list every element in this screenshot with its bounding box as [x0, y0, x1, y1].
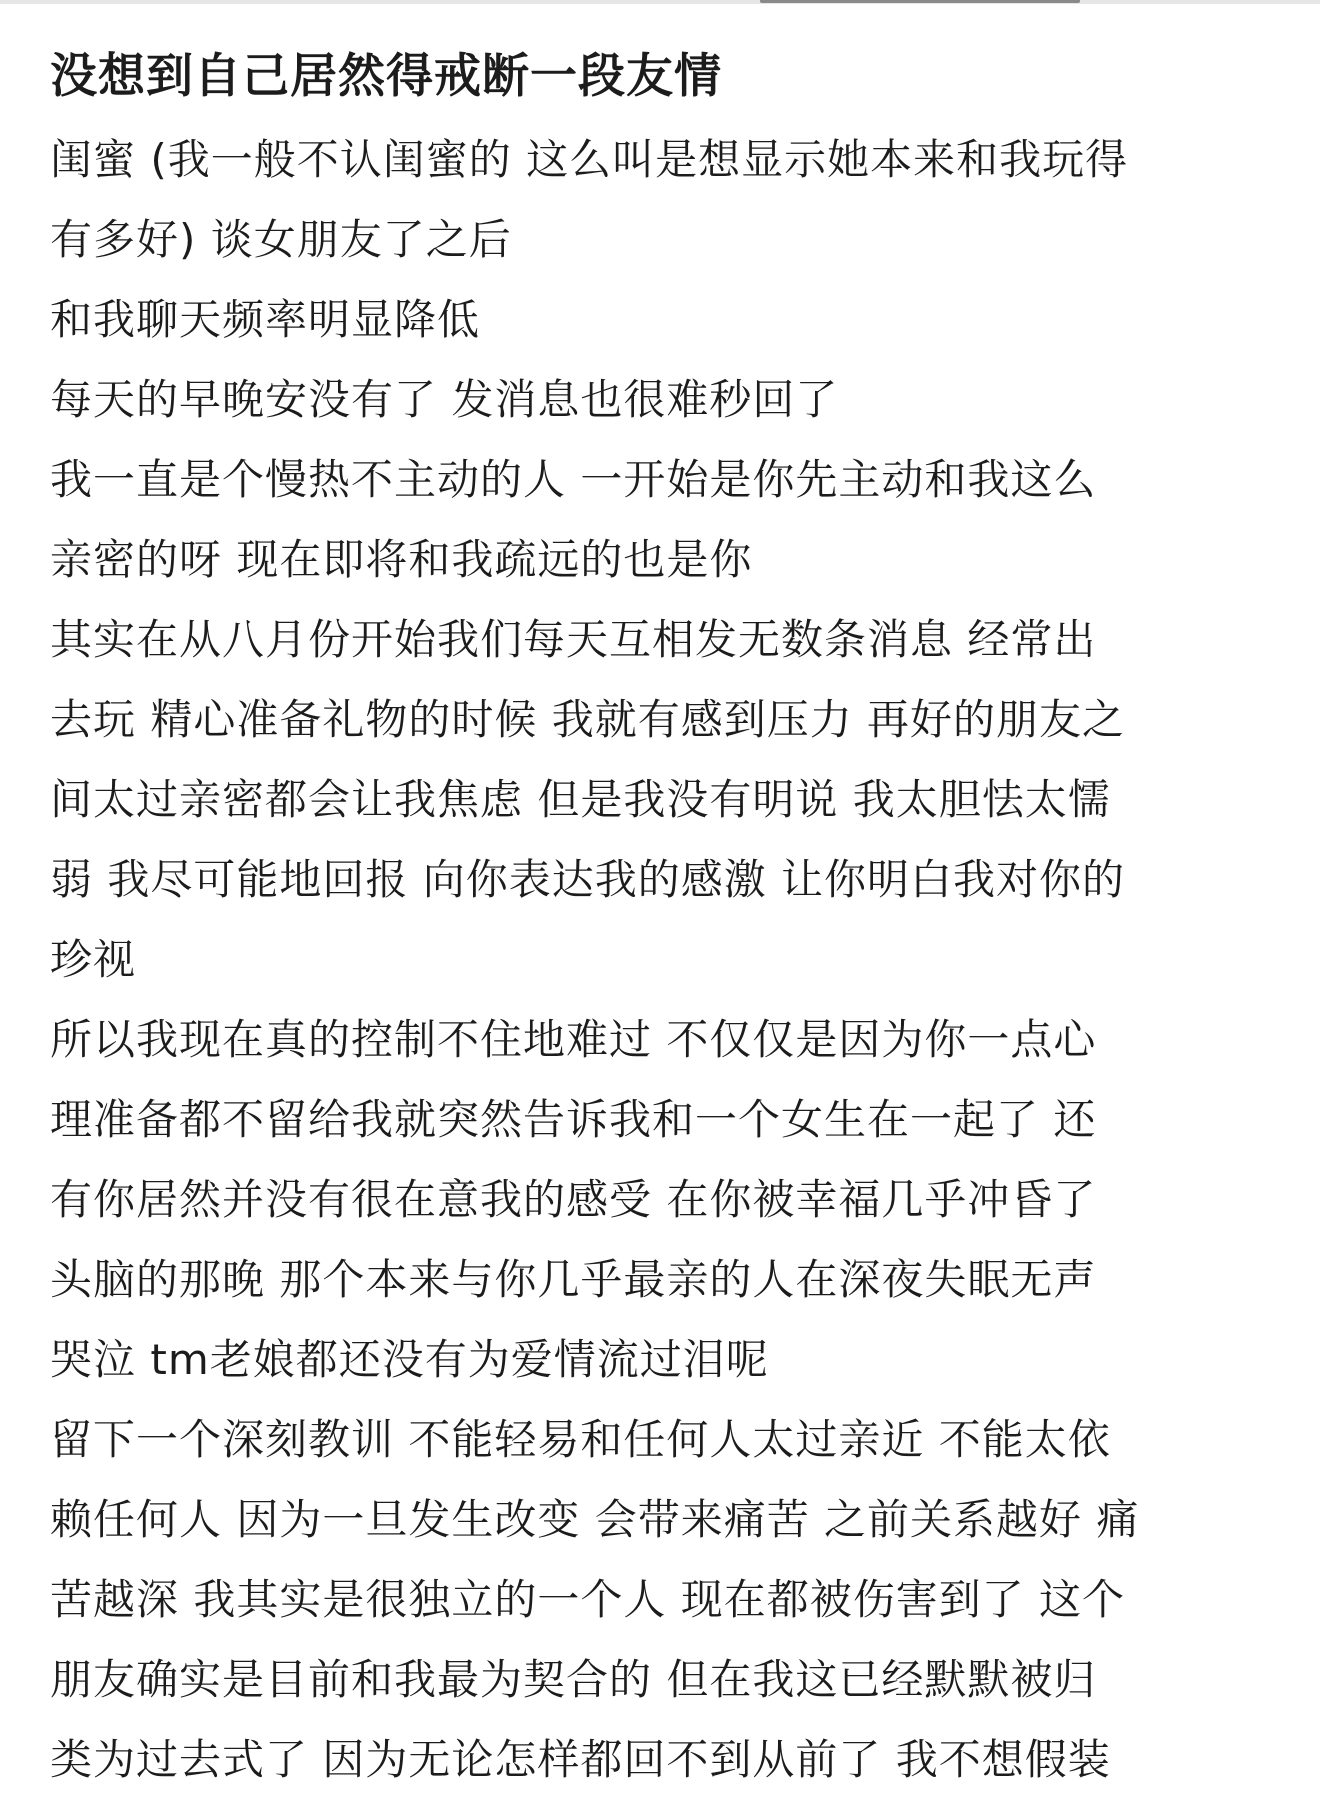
post-body-line: 苦越深 我其实是很独立的一个人 现在都被伤害到了 这个: [50, 1575, 1126, 1624]
post-body-line: 头脑的那晚 那个本来与你几乎最亲的人在深夜失眠无声: [50, 1255, 1097, 1304]
post-body: [50, 120, 1290, 1800]
post-body-line: 赖任何人 因为一旦发生改变 会带来痛苦 之前关系越好 痛: [50, 1495, 1140, 1544]
post-body-line: 哭泣 tm老娘都还没有为爱情流过泪呢: [50, 1335, 769, 1384]
post-body-line: 理准备都不留给我就突然告诉我和一个女生在一起了 还: [50, 1095, 1097, 1144]
top-edge-shadow: [760, 0, 1080, 3]
post-title: 没想到自己居然得戒断一段友情: [50, 49, 722, 104]
post-body-line: 去玩 精心准备礼物的时候 我就有感到压力 再好的朋友之: [50, 695, 1126, 744]
post-body-line: 闺蜜 (我一般不认闺蜜的 这么叫是想显示她本来和我玩得: [50, 135, 1129, 184]
post-body-line: 所以我现在真的控制不住地难过 不仅仅是因为你一点心: [50, 1015, 1097, 1064]
post-body-line: 有你居然并没有很在意我的感受 在你被幸福几乎冲昏了: [50, 1175, 1097, 1224]
top-edge-divider: [0, 0, 1320, 4]
post-content: [50, 42, 1290, 1800]
post-body-line: 朋友确实是目前和我最为契合的 但在我这已经默默被归: [50, 1655, 1097, 1704]
post-body-line: 有多好) 谈女朋友了之后: [50, 215, 512, 264]
post-body-line: 每天的早晚安没有了 发消息也很难秒回了: [50, 375, 839, 424]
post-body-line: 留下一个深刻教训 不能轻易和任何人太过亲近 不能太依: [50, 1415, 1111, 1464]
post-body-line: 亲密的呀 现在即将和我疏远的也是你: [50, 535, 753, 584]
post-body-line: 我一直是个慢热不主动的人 一开始是你先主动和我这么: [50, 455, 1097, 504]
post-body-line: 间太过亲密都会让我焦虑 但是我没有明说 我太胆怯太懦: [50, 775, 1111, 824]
post-body-line: 类为过去式了 因为无论怎样都回不到从前了 我不想假装: [50, 1735, 1111, 1784]
post-body-line: 珍视: [50, 935, 137, 984]
post-body-line: 其实在从八月份开始我们每天互相发无数条消息 经常出: [50, 615, 1097, 664]
post-body-line: 和我聊天频率明显降低: [50, 295, 481, 344]
post-body-line: 弱 我尽可能地回报 向你表达我的感激 让你明白我对你的: [50, 855, 1126, 904]
